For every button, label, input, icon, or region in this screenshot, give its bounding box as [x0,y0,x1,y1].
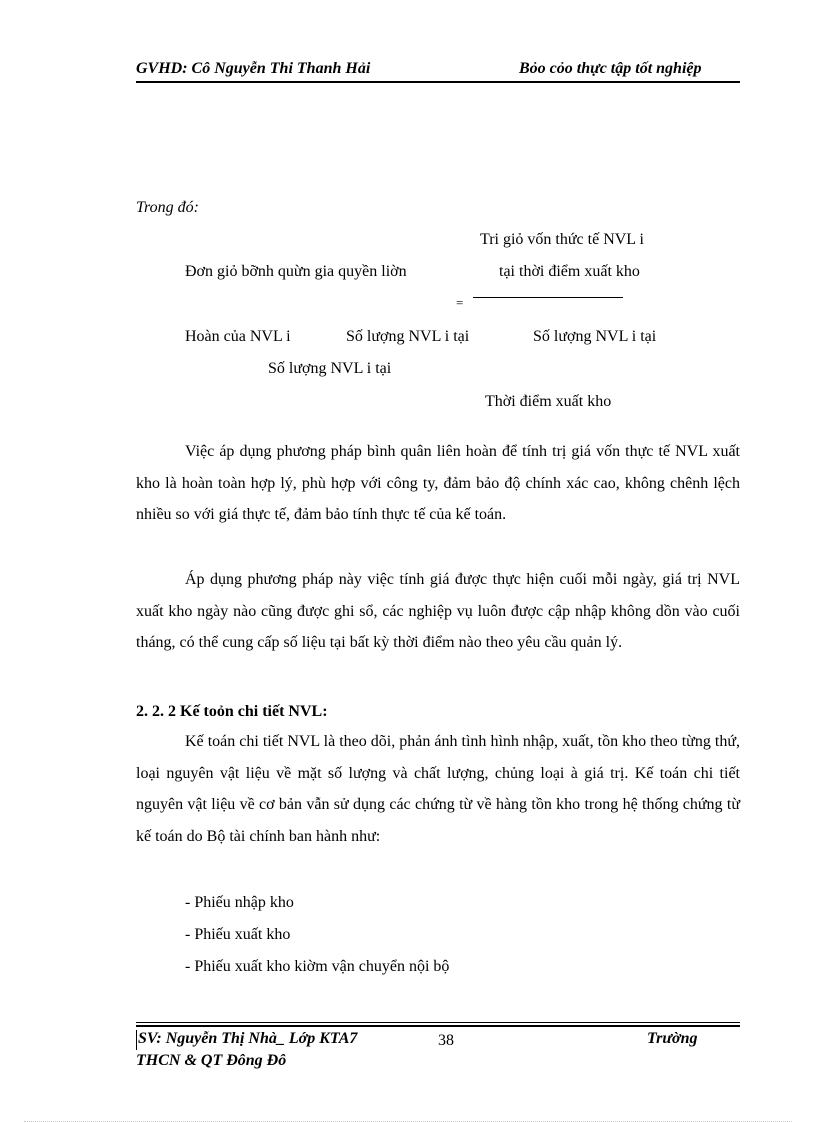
list-item: - Phiếu nhập kho [185,894,294,911]
formula-denominator-b: Số lượng NVL i tại [533,328,657,345]
formula-numerator-line2: tại thời điểm xuất kho [499,263,640,280]
formula-label-line2: Hoàn của NVL i [185,328,291,345]
header-report-title: Bỏo cỏo thực tập tốt nghiệp [519,60,702,77]
paragraph-method: Việc áp dụng phương pháp bình quân liên hoàn để tính trị giá vốn thực tế NVL xuất kho là hoàn toàn hợp lý, phù hợp với công ty, đảm bảo độ chính xác cao, không chênh lệch nhiều so với giá thực tế, đảm bảo tính thực tế của kế toán. [136,443,740,524]
header-supervisor: GVHD: Cô Nguyễn Thi Thanh Hải [136,60,371,77]
formula-denominator-a: Số lượng NVL i tại [346,328,470,345]
list-item: - Phiếu xuất kho [185,926,291,943]
formula-intro: Trong đó: [136,199,199,216]
equals-sign: = [456,295,464,310]
footer-student: SV: Nguyễn Thị Nhà_ Lớp KTA7 [138,1030,358,1047]
header-rule [136,81,740,83]
page-number: 38 [438,1032,454,1049]
footer-cursor-mark [136,1030,137,1050]
formula-denominator-c: Số lượng NVL i tại [268,360,392,377]
section-heading: 2. 2. 2 Kế toỏn chi tiết NVL: [136,703,328,720]
paragraph-detail-accounting: Kế toán chi tiết NVL là theo dõi, phản ánh tình hình nhập, xuất, tồn kho theo từng thứ, loại nguyên vật liệu về mặt số lượng và chất lượng, chủng loại à giá trị. Kế toán chi tiết nguyên vật liệu về cơ bản vẫn sử dụng các chứng từ về hàng tồn kho trong hệ thống chứng từ kế toán do Bộ tài chính ban hành như: [136,733,740,846]
footer-school-b: THCN & QT Đông Đô [136,1052,287,1069]
footer-rule-top [136,1022,740,1023]
footer-rule-bottom [136,1025,740,1027]
page-bottom-dotted-line [24,1121,792,1122]
formula-denominator-line2: Thời điểm xuất kho [485,393,612,410]
paragraph-application: Áp dụng phương pháp này việc tính giá được thực hiện cuối mỗi ngày, giá trị NVL xuất kho ngày nào cũng được ghi sổ, các nghiệp vụ luôn được cập nhập không dồn vào cuối tháng, có thể cung cấp số liệu tại bất kỳ thời điểm nào theo yêu cầu quản lý. [136,571,740,652]
formula-label-line1: Đơn giỏ bỡnh quừn gia quyền liờn [185,263,407,280]
formula-numerator-line1: Tri giỏ vốn thức tế NVL i [480,231,644,248]
footer-school-a: Trường [647,1030,698,1047]
list-item: - Phiếu xuất kho kiờm vận chuyển nội bộ [185,958,450,975]
fraction-bar [473,297,623,298]
